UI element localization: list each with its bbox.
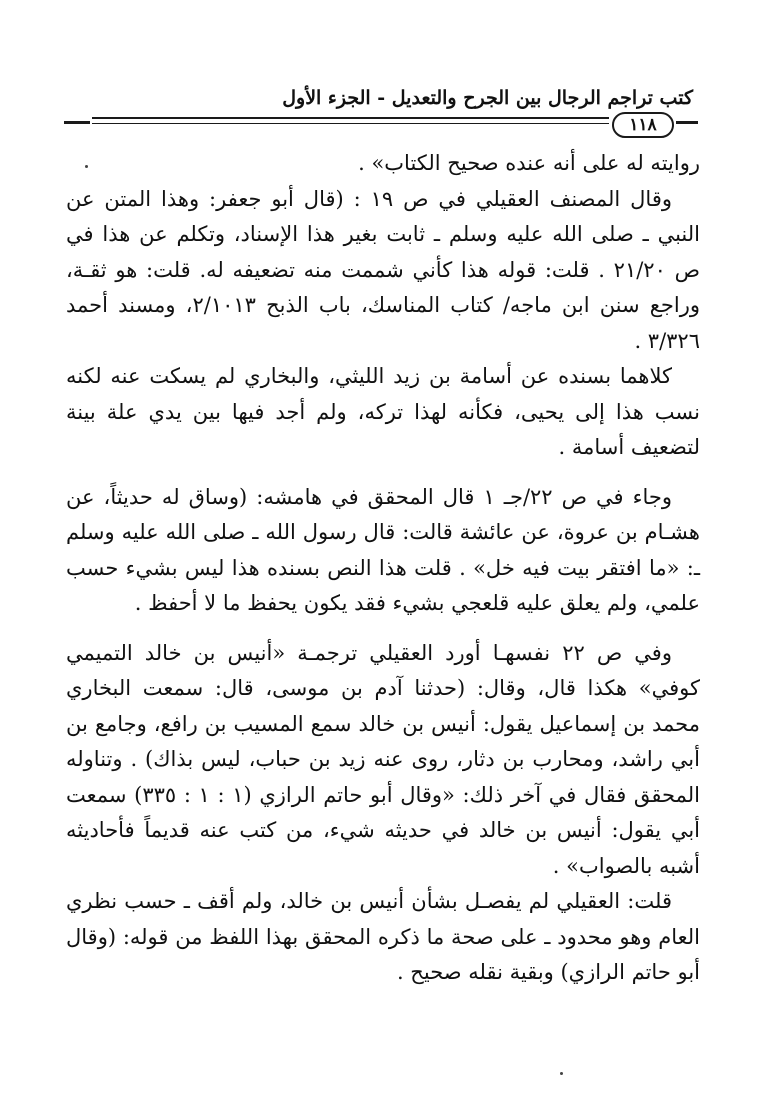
body-text [66,146,700,991]
scan-speck [85,165,88,168]
header-rule-thick [92,117,609,119]
running-title: كتب تراجم الرجال بين الجرح والتعديل - الجزء الأول [282,87,693,109]
header-rule-end-left [64,121,90,124]
paragraph-6: قلت: العقيلي لم يفصـل بشأن أنيس بن خالد، ولم أقف ـ حسب نظري العام وهو محدود ـ على صحة ما ذكره المحقق بهذا اللفظ من قوله: (وقال أبو حاتم الرازي) وبقية نقله صحيح . [66,889,700,984]
paragraph-5: وفي ص ٢٢ نفسهـا أورد العقيلي ترجمـة «أنيس بن خالد التميمي كوفي» هكذا قال، وقال: (حدثنا آدم بن موسى، قال: سمعت البخاري محمد بن إسماعيل يقول: أنيس بن خالد سمع المسيب بن رافع، وجامع بن أبي راشد، ومحارب بن دثار، روى عنه زيد بن حباب، ليس بذاك) . وتناوله المحقق فقال في آخر ذلك: «وقال أبو حاتم الرازي (١ : ١ : ٣٣٥) سمعت أبي يقول: أنيس بن خالد في حديثه شيء، من كتب عنه قديماً فأحاديثه أشبه بالصواب» . [66,640,700,878]
paragraph-3: كلاهما بسنده عن أسامة بن زيد الليثي، والبخاري لم يسكت عنه لكنه نسب هذا إلى يحيى، فكأنه لهذا تركه، ولم أجد فيها بين يدي علة بينة لتضعيف أسامة . [66,364,700,459]
paragraph-4: وجاء في ص ٢٢/جـ ١ قال المحقق في هامشه: (وساق له حديثاً، عن هشـام بن عروة، عن عائشة قالت: قال رسول الله ـ صلى الله عليه وسلم ـ: «ما افتقر بيت فيه خل» . قلت هذا النص بسنده هذا ليس بشيء حسب علمي، ولم يعلق عليه قلعجي بشيء فقد يكون يحفظ ما لا أحفظ . [66,484,700,615]
paragraph-1: روايته له على أنه عنده صحيح الكتاب» . [358,151,700,175]
scan-speck [560,1072,563,1075]
header-rule-end-right [676,121,698,124]
page-number: ١١٨ [612,112,674,138]
paragraph-2: وقال المصنف العقيلي في ص ١٩ : (قال أبو جعفر: وهذا المتن عن النبي ـ صلى الله عليه وسلم ـ ثابت بغير هذا الإسناد، وتكلم عن هذا في ص ٢١/٢٠ . قلت: قوله هذا كأني شممت منه تضعيفه له. قلت: هو ثقـة، وراجع سنن ابن ماجه/ كتاب المناسك، باب الذبح ٢/١٠١٣، ومسند أحمد ٣/٣٢٦ . [66,186,701,353]
header-rule-thin [92,123,609,124]
